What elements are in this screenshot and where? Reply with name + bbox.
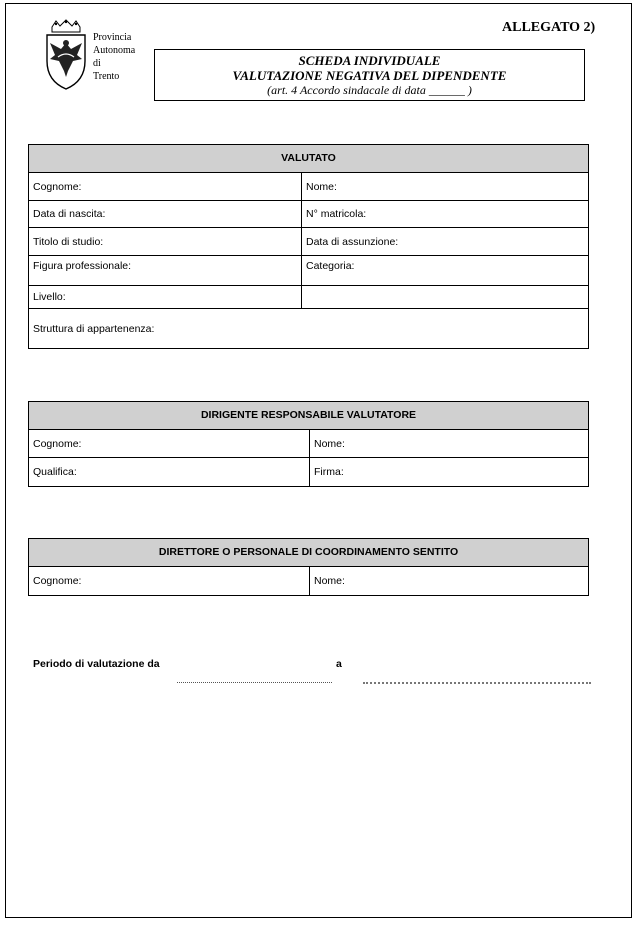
categoria-field[interactable]: Categoria: <box>301 256 588 285</box>
form-row <box>29 256 588 286</box>
periodo-label: Periodo di valutazione da <box>33 658 160 670</box>
titolo-studio-field[interactable]: Titolo di studio: <box>33 235 104 248</box>
title-line-1: SCHEDA INDIVIDUALE <box>298 53 441 68</box>
title-box <box>154 49 585 101</box>
periodo-a-label: a <box>336 658 342 670</box>
section-heading: DIRETTORE O PERSONALE DI COORDINAMENTO SENTITO <box>29 539 588 567</box>
qualifica-field[interactable]: Qualifica: <box>33 466 77 478</box>
title-line-3: (art. 4 Accordo sindacale di data ______ ) <box>267 83 472 97</box>
section-dirigente <box>28 401 589 487</box>
title-line-2: VALUTAZIONE NEGATIVA DEL DIPENDENTE <box>232 68 507 83</box>
section-heading: DIRIGENTE RESPONSABILE VALUTATORE <box>29 402 588 430</box>
form-row <box>29 228 588 256</box>
form-row <box>29 430 588 458</box>
org-line: Provincia <box>93 32 132 43</box>
periodo-from-line[interactable] <box>177 682 332 683</box>
trento-coat-of-arms-icon <box>44 19 88 91</box>
struttura-field[interactable]: Struttura di appartenenza: <box>33 322 155 335</box>
livello-field[interactable]: Livello: <box>33 291 66 303</box>
org-line: Trento <box>93 71 120 82</box>
firma-field[interactable]: Firma: <box>309 458 588 486</box>
form-row <box>29 567 588 595</box>
org-line: Autonoma <box>93 45 136 56</box>
nome-field[interactable]: Nome: <box>309 567 588 595</box>
section-heading: VALUTATO <box>29 145 588 173</box>
section-valutato <box>28 144 589 349</box>
form-row <box>29 458 588 486</box>
nome-field[interactable]: Nome: <box>309 430 588 457</box>
figura-field[interactable]: Figura professionale: <box>33 260 132 272</box>
form-row <box>29 173 588 201</box>
matricola-field[interactable]: N° matricola: <box>301 201 588 227</box>
form-row <box>29 201 588 228</box>
cognome-field[interactable]: Cognome: <box>33 575 82 587</box>
form-row <box>29 286 588 309</box>
data-nascita-field[interactable]: Data di nascita: <box>33 208 106 220</box>
data-assunzione-field[interactable]: Data di assunzione: <box>301 228 588 255</box>
form-row <box>29 309 588 348</box>
periodo-to-line[interactable] <box>363 682 591 684</box>
cognome-field[interactable]: Cognome: <box>33 180 82 193</box>
cognome-field[interactable]: Cognome: <box>33 437 82 450</box>
section-direttore <box>28 538 589 596</box>
nome-field[interactable]: Nome: <box>301 173 588 200</box>
allegato-label: ALLEGATO 2) <box>502 20 596 35</box>
org-line: di <box>93 58 101 69</box>
empty-cell[interactable] <box>301 286 588 308</box>
organization-name <box>93 31 135 83</box>
